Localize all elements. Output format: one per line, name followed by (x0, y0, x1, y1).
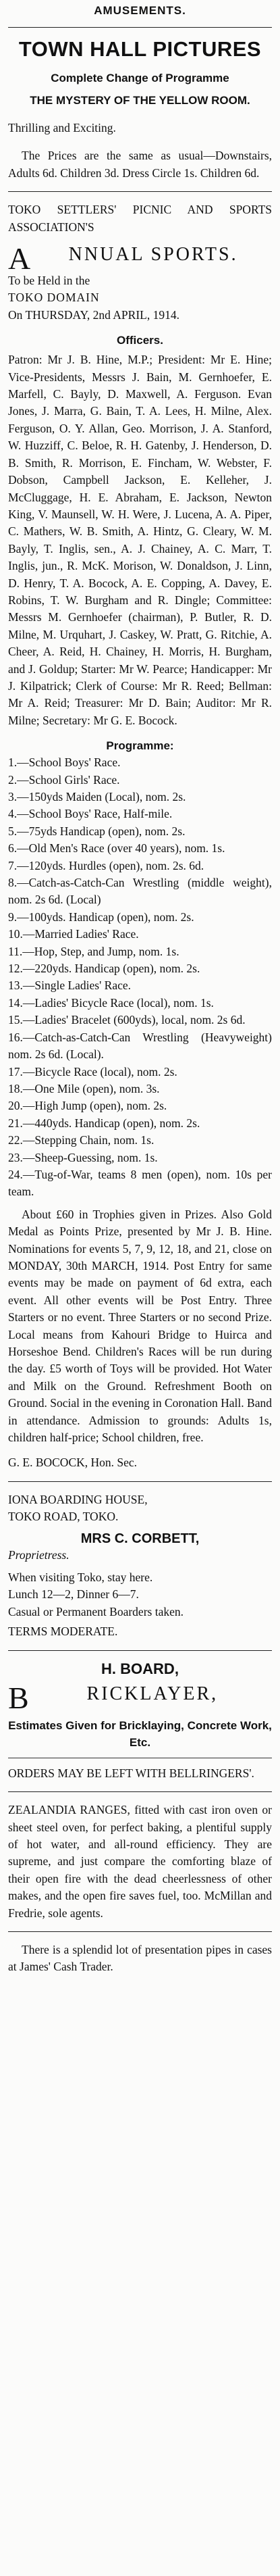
sports-title (8, 244, 272, 272)
sports-title-dropcap: A (8, 244, 31, 273)
sports-date: On THURSDAY, 2nd APRIL, 1914. (8, 307, 179, 322)
programme-item: 12.—220yds. Handicap (open), nom. 2s. (8, 962, 200, 976)
programme-item: 7.—120yds. Hurdles (open), nom. 2s. 6d. (8, 858, 204, 872)
iona-terms: TERMS MODERATE. (8, 1625, 118, 1639)
programme-item: 10.—Married Ladies' Race. (8, 927, 139, 941)
town-hall-ad (8, 37, 272, 182)
board-title (8, 1683, 272, 1712)
programme-item: 3.—150yds Maiden (Local), nom. 2s. (8, 790, 186, 803)
programme-item: 15.—Ladies' Bracelet (600yds), local, nom. 2s 6d. (8, 1013, 246, 1027)
programme-item: 6.—Old Men's Race (over 40 years), nom. 1s. (8, 841, 225, 856)
board-title-dropcap: B (8, 1683, 29, 1712)
programme-item: 23.—Sheep-Guessing, nom. 1s. (8, 1150, 158, 1164)
divider (8, 1650, 272, 1651)
programme-item: 11.—Hop, Step, and Jump, nom. 1s. (8, 944, 179, 958)
sports-closing: About £60 in Trophies given in Prizes. Also Gold Medal as Points Prize, presented by Mr J. B. Hine. Nominations for events 5, 7, 9, 12, 18, and 21, close on MONDAY, 30th MARCH, 1914. Post Entry for same events may be made on payment of 6d extra, each event. All other events will be Post Entry. Three Starters or no event. Three Starters or no second Prize. Local means from Kahouri Bridge to Huirca and Horseshoe Bend. Children's Races will be run during the day. £5 worth of Toys will be provided. Hot Water and Milk on the Ground. Refreshment Booth on Ground. Social in the evening in Coronation Hall. Band in attendance. Admission to grounds: Adults 1s, children half-price; School children, free. (8, 1207, 272, 1445)
iona-text1: When visiting Toko, stay here. (8, 1570, 153, 1585)
divider (8, 1791, 272, 1792)
section-heading: AMUSEMENTS. (94, 4, 186, 17)
programme-item: 8.—Catch-as-Catch-Can Wrestling (middle weight), nom. 2s 6d. (Local) (8, 876, 272, 907)
divider (8, 1481, 272, 1482)
town-hall-feature: THE MYSTERY OF THE YELLOW ROOM. (30, 94, 250, 107)
divider (8, 191, 272, 192)
programme-item: 9.—100yds. Handicap (open), nom. 2s. (8, 910, 194, 924)
town-hall-subtitle: Complete Change of Programme (51, 72, 229, 84)
iona-line1: IONA BOARDING HOUSE, (8, 1492, 148, 1506)
programme-item: 16.—Catch-as-Catch-Can Wrestling (Heavyweight) nom. 2s 6d. (Local). (8, 1030, 272, 1062)
town-hall-title: TOWN HALL PICTURES (18, 37, 262, 61)
board-orders: ORDERS MAY BE LEFT WITH BELLRINGERS'. (8, 1766, 254, 1780)
sports-title-rest: NNUAL SPORTS. (68, 244, 238, 266)
programme-item: 22.—Stepping Chain, nom. 1s. (8, 1133, 155, 1147)
programme-heading: Programme: (106, 739, 174, 753)
iona-text3: Casual or Permanent Boarders taken. (8, 1604, 184, 1618)
programme-item: 18.—One Mile (open), nom. 3s. (8, 1081, 160, 1095)
town-hall-prices: The Prices are the same as usual—Downstairs, Adults 6d. Children 3d. Dress Circle 1s. Children 6d. (8, 149, 272, 180)
zealandia-ad: ZEALANDIA RANGES, fitted with cast iron oven or sheet steel oven, for perfect baking, a plentiful supply of hot water, and all-round efficiency. They are supreme, and just compare the comforting blaze of their open fire with the dead cheerlessness of other makes, and the open fire saves fuel, too. McMillan and Fredrie, sole agents. (8, 1803, 272, 1920)
programme-item: 13.—Single Ladies' Race. (8, 979, 131, 993)
programme-item: 21.—440yds. Handicap (open), nom. 2s. (8, 1116, 200, 1130)
iona-ad (8, 1491, 272, 1641)
programme-item: 24.—Tug-of-War, teams 8 men (open), nom. 10s per team. (8, 1167, 272, 1199)
iona-line2: TOKO ROAD, TOKO. (8, 1510, 119, 1524)
iona-role: Proprietress. (8, 1547, 69, 1562)
divider (8, 1931, 272, 1932)
sports-signature: G. E. BOCOCK, Hon. Sec. (8, 1456, 138, 1470)
programme-list (8, 754, 272, 1201)
sports-held: To be Held in the (8, 274, 90, 288)
sports-ad (8, 201, 272, 1472)
footer-ad: There is a splendid lot of presentation pipes in cases at James' Cash Trader. (8, 1942, 272, 1974)
programme-item: 2.—School Girls' Race. (8, 772, 120, 787)
board-title-rest: RICKLAYER, (86, 1683, 219, 1704)
officers-text: Patron: Mr J. B. Hine, M.P.; President: Mr E. Hine; Vice-Presidents, Messrs J. Bain, M. Gernhoefer, E. Marfell, C. Bayly, D. Maxwell, A. Ferguson. Evan Jones, J. Marra, G. Bain, T. A. Lees, H. Milne, Alex. Ferguson, O. Y. Allan, Geo. Morrison, J. A. Stanford, W. Huzziff, C. Beloe, R. H. Gatenby, J. Henderson, D. B. Smith, R. Morrison, E. Fincham, W. Webster, F. Dobson, Campbell Jackson, E. Kelleher, J. McCluggage, H. E. Abraham, E. Jackson, Newton King, V. Maunsell, W. H. Were, J. Lucena, A. A. Piper, C. Mathers, W. B. Smith, A. Hintz, G. Cleary, W. M. Bayly, T. Inglis, sen., A. J. Chainey, A. C. Marr, T. Inglis, jun., R. McK. Morison, W. Donaldson, J. Linn, D. Henry, T. A. Bocock, A. E. Copping, A. Davey, E. Robins, T. W. Burgham and R. Dingle; Committee: Messrs M. Gernhoefer (chairman), P. Butler, R. D. Milne, M. Urquhart, J. Caskey, W. Pratt, G. Ritchie, A. Cheer, A. Reid, H. Chainey, H. Morris, H. Burgham, and J. Goldup; Starter: Mr W. Pearce; Handicapper: Mr J. Kilpatrick; Clerk of Course: Mr R. Reed; Bellman: Mr A. Reid; Treasurer: Mr D. Bain; Auditor: Mr R. Milne; Secretary: Mr G. E. Bocock. (8, 353, 272, 727)
board-estimates: Estimates Given for Bricklaying, Concrete Work, Etc. (8, 1718, 272, 1749)
programme-item: 1.—School Boys' Race. (8, 756, 121, 770)
programme-item: 4.—School Boys' Race, Half-mile. (8, 807, 173, 821)
programme-item: 17.—Bicycle Race (local), nom. 2s. (8, 1064, 177, 1079)
sports-venue: TOKO DOMAIN (8, 291, 100, 305)
programme-item: 14.—Ladies' Bicycle Race (local), nom. 1s. (8, 995, 214, 1010)
iona-text2: Lunch 12—2, Dinner 6—7. (8, 1587, 139, 1602)
divider (8, 27, 272, 28)
officers-heading: Officers. (117, 334, 163, 347)
newspaper-page (0, 4, 280, 1976)
board-ad (8, 1660, 272, 1782)
programme-item: 5.—75yds Handicap (open), nom. 2s. (8, 824, 186, 838)
programme-item: 20.—High Jump (open), nom. 2s. (8, 1099, 167, 1113)
iona-proprietor: MRS C. CORBETT, (80, 1531, 200, 1546)
board-name: H. BOARD, (101, 1660, 179, 1677)
town-hall-tagline: Thrilling and Exciting. (8, 121, 116, 134)
sports-org: TOKO SETTLERS' PICNIC AND SPORTS ASSOCIATION'S (8, 203, 272, 234)
